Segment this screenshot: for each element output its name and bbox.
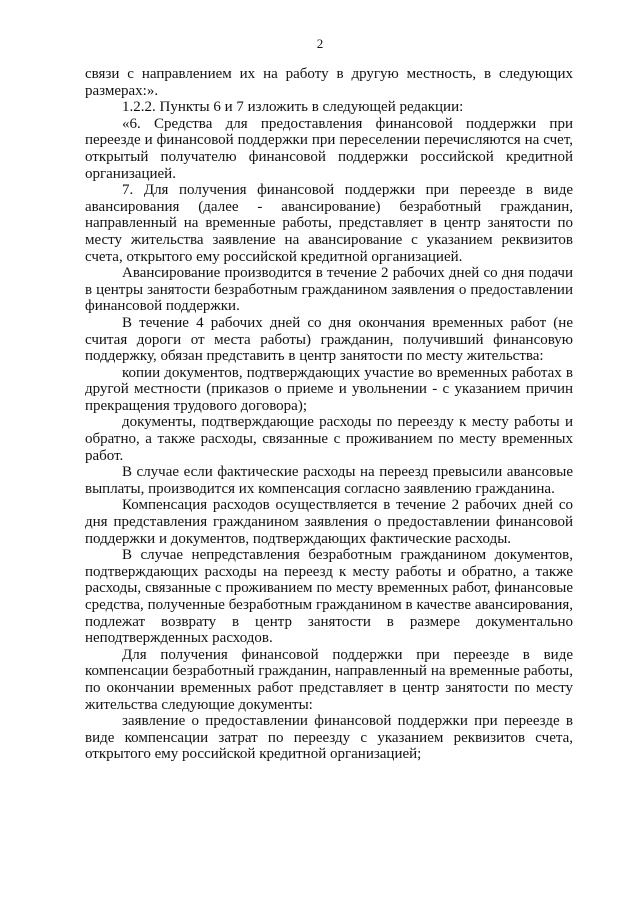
paragraph: заявление о предоставлении финансовой поддержки при переезде в виде компенсации затрат по переезду с указанием реквизитов счета, открытого ему российской кредитной организацией;: [85, 713, 573, 763]
paragraph: Компенсация расходов осуществляется в течение 2 рабочих дней со дня представления гражданином заявления о предоставлении финансовой поддержки и документов, подтверждающих фактические расходы.: [85, 497, 573, 547]
paragraph: «6. Средства для предоставления финансовой поддержки при переезде и финансовой поддержки при переселении перечисляются на счет, открытый получателю финансовой поддержки российской кредитной организацией.: [85, 115, 573, 182]
paragraph: 7. Для получения финансовой поддержки при переезде в виде авансирования (далее - авансирование) безработный гражданин, направленный на временные работы, представляет в центр занятости по месту жительства заявление на авансирование с указанием реквизитов счета, открытого ему российской кредитной организацией.: [85, 182, 573, 265]
paragraph: связи с направлением их на работу в другую местность, в следующих размерах:».: [85, 66, 573, 99]
paragraph: В случае непредставления безработным гражданином документов, подтверждающих расходы на переезд к месту работы и обратно, а также расходы, связанные с проживанием по месту временных работ, финансовые средства, полученные безработным гражданином в качестве авансирования, подлежат возврату в центр занятости в размере документально неподтвержденных расходов.: [85, 547, 573, 647]
document-body: [85, 66, 573, 763]
page-number: 2: [316, 36, 324, 51]
paragraph: Авансирование производится в течение 2 рабочих дней со дня подачи в центры занятости безработным гражданином заявления о предоставлении финансовой поддержки.: [85, 265, 573, 315]
paragraph: В течение 4 рабочих дней со дня окончания временных работ (не считая дороги от места работы) гражданин, получивший финансовую поддержку, обязан представить в центр занятости по месту жительства:: [85, 314, 573, 365]
paragraph: В случае если фактические расходы на переезд превысили авансовые выплаты, производится их компенсация согласно заявлению гражданина.: [85, 464, 573, 497]
paragraph: Для получения финансовой поддержки при переезде в виде компенсации безработный гражданин, направленный на временные работы, по окончании временных работ представляет в центр занятости по месту жительства следующие документы:: [85, 646, 573, 713]
paragraph: копии документов, подтверждающих участие во временных работах в другой местности (приказов о приеме и увольнении - с указанием причин прекращения трудового договора);: [85, 364, 573, 414]
paragraph: 1.2.2. Пункты 6 и 7 изложить в следующей редакции:: [122, 99, 464, 116]
paragraph: документы, подтверждающие расходы по переезду к месту работы и обратно, а также расходы, связанные с проживанием по месту временных работ.: [85, 414, 573, 464]
